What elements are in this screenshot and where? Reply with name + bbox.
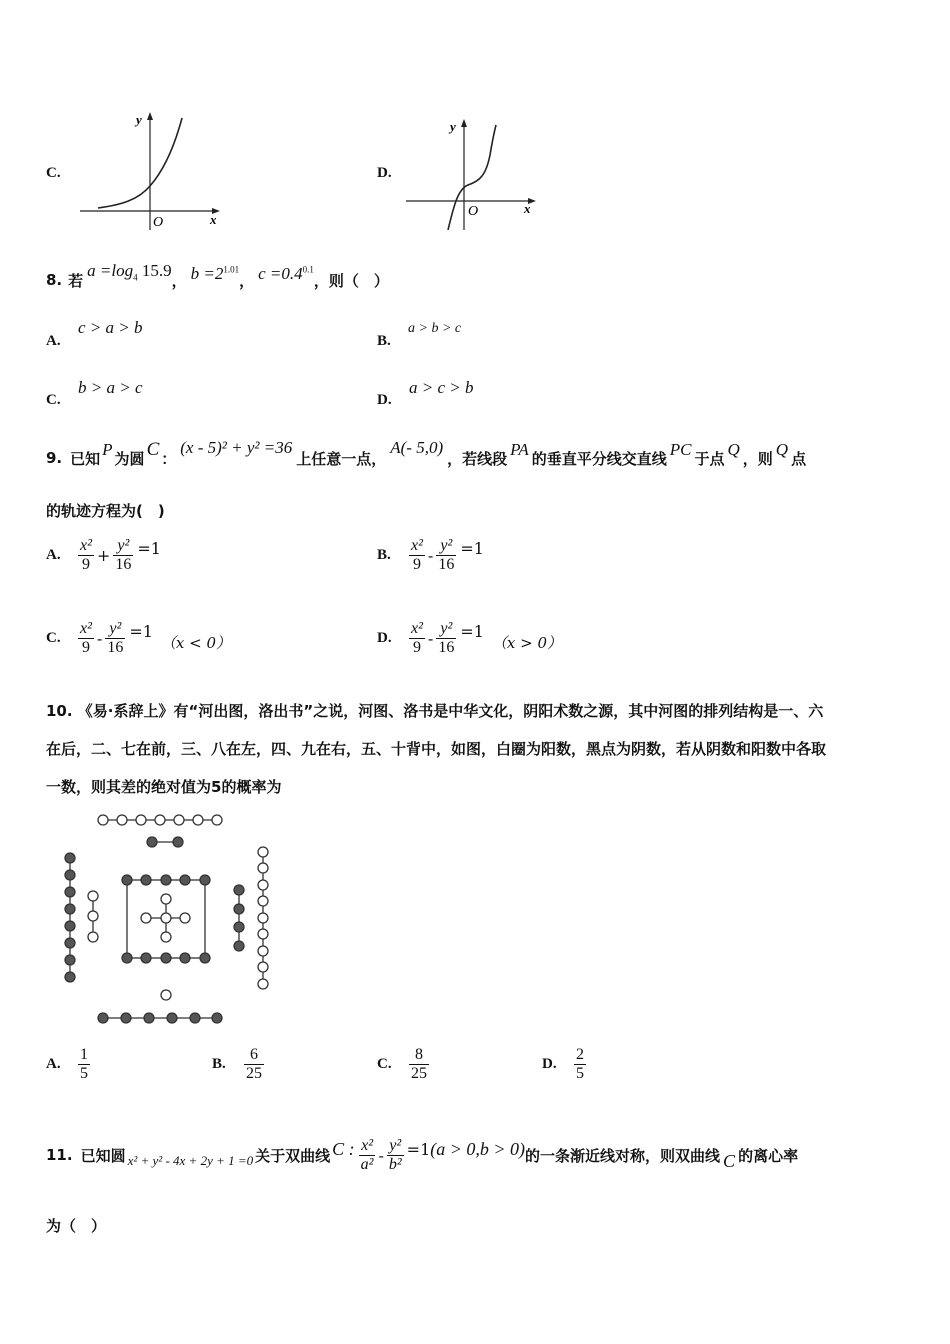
rhs: =1 — [460, 622, 484, 641]
denominator: 9 — [81, 639, 90, 656]
q9-stem-line2: 的轨迹方程为( ) — [46, 502, 165, 520]
rhs: =1 — [137, 539, 161, 558]
q7-option-d-label: D. — [377, 165, 392, 181]
q9-option-a — [46, 537, 161, 574]
q10-line-1: 10. 《易·系辞上》有“河出图，洛出书”之说，河图、洛书是中华文化，阴阳术数之源，其中河图的排列结构是一、六 — [46, 702, 824, 720]
numerator: 2 — [576, 1046, 584, 1063]
denominator: a² — [360, 1155, 374, 1173]
q10-stem — [46, 692, 926, 806]
q8-sep2: ， — [239, 271, 255, 290]
q8-stem — [46, 262, 389, 298]
fraction — [78, 620, 94, 657]
q8-tail: ，则（ ） — [313, 271, 389, 290]
denominator: 5 — [576, 1065, 584, 1082]
q10-option-b — [212, 1046, 264, 1083]
rhs: =1 — [406, 1139, 431, 1159]
q10-option-a-label: A. — [46, 1056, 61, 1072]
rhs: =1 — [129, 622, 153, 641]
q10-option-d — [542, 1046, 586, 1083]
q9-point-A: A(- 5,0) — [390, 438, 444, 457]
hetu-diagram — [55, 808, 280, 1033]
q9-circle-equation: (x - 5)² + y² =36 — [180, 438, 293, 457]
denominator: 25 — [411, 1065, 427, 1082]
fraction — [409, 620, 425, 657]
q10-line-2: 在后，二、七在前，三、八在左，四、九在右，五、十背中，如图，白圈为阳数，黑点为阴数，若从阴数和阳数中各取 — [46, 740, 827, 758]
fraction — [78, 537, 94, 574]
q8-c-text: c =0.4 — [258, 264, 303, 283]
q8-option-d-label: D. — [377, 392, 392, 408]
q8-number: 8. — [46, 271, 63, 289]
q10-option-c — [377, 1046, 429, 1083]
q7-option-c-label: C. — [46, 165, 61, 181]
fraction — [244, 1046, 264, 1083]
q9-Q: Q — [727, 440, 740, 459]
numerator: x² — [411, 537, 423, 554]
fraction — [409, 537, 425, 574]
operator: - — [427, 546, 434, 565]
denominator: 5 — [80, 1065, 88, 1082]
q10-option-a — [46, 1046, 90, 1083]
q9-option-c-label: C. — [46, 630, 61, 646]
q8-b-text: b =2 — [190, 264, 224, 283]
q11-C2: C — [723, 1150, 736, 1171]
q8-sep1: ， — [171, 271, 187, 290]
q9-text-9: 点 — [791, 449, 807, 468]
q11-stem-line2: 为（ ） — [46, 1217, 107, 1235]
numerator: y² — [105, 620, 125, 639]
q9-C: C — [146, 439, 160, 460]
fraction — [574, 1046, 586, 1083]
q9-option-d — [377, 620, 562, 657]
curve — [98, 118, 182, 208]
q8-a-text: a =log — [87, 261, 134, 281]
q10-option-d-label: D. — [542, 1056, 557, 1072]
q11-text-2: 关于双曲线 — [255, 1146, 331, 1165]
y-arrow — [147, 112, 153, 120]
q8-b-exp: 1.01 — [223, 264, 240, 275]
denominator: 9 — [412, 556, 421, 573]
rhs: =1 — [460, 539, 484, 558]
numerator: x² — [80, 620, 92, 637]
q8-lead: 若 — [68, 271, 84, 290]
q11-number: 11. — [46, 1146, 73, 1164]
q9-stem-line1 — [46, 438, 806, 478]
q8-option-c-label: C. — [46, 392, 61, 408]
q11-circle-equation: x² + y² - 4x + 2y + 1 =0 — [127, 1153, 254, 1168]
q8-option-c-text: b > a > c — [78, 378, 143, 397]
q9-option-d-label: D. — [377, 630, 392, 646]
q11-stem-line1 — [46, 1130, 798, 1180]
q11-text-3: 的一条渐近线对称，则双曲线 — [525, 1146, 721, 1165]
numerator: 6 — [244, 1046, 264, 1065]
denominator: 16 — [438, 556, 455, 573]
q9-number: 9. — [46, 449, 63, 467]
fraction — [409, 1046, 429, 1083]
operator: - — [427, 629, 434, 648]
q8-option-d-text: a > c > b — [409, 378, 474, 397]
q9-PC: PC — [669, 440, 692, 459]
q9-P: P — [102, 440, 113, 459]
denominator: 9 — [412, 639, 421, 656]
q9-text-8: ，则 — [742, 449, 773, 468]
fraction — [78, 1046, 90, 1083]
numerator: y² — [387, 1137, 404, 1156]
origin-label: O — [468, 204, 479, 219]
denominator: 9 — [81, 556, 90, 573]
denominator: 16 — [438, 639, 455, 656]
q8-a-val: 15.9 — [137, 261, 172, 281]
numerator: y² — [113, 537, 133, 556]
operator: - — [96, 629, 103, 648]
q11-text-4: 的离心率 — [738, 1146, 799, 1165]
fraction — [436, 620, 456, 657]
q9-option-b-label: B. — [377, 547, 391, 563]
q9-text-5: ，若线段 — [447, 449, 508, 468]
y-label: y — [450, 119, 456, 134]
denominator: 16 — [115, 556, 132, 573]
origin-label: O — [153, 215, 164, 230]
condition: （x < 0） — [160, 634, 232, 652]
q9-text-6: 的垂直平分线交直线 — [531, 449, 667, 468]
q11-C: C : — [332, 1138, 355, 1159]
q8-option-a-label: A. — [46, 333, 61, 349]
q8-option-b-text: a > b > c — [408, 321, 462, 336]
operator: + — [96, 546, 111, 565]
denominator: b² — [388, 1155, 402, 1173]
x-label: x — [524, 201, 531, 216]
q9-text-1: 已知 — [70, 449, 101, 468]
y-arrow — [461, 119, 467, 127]
operator: - — [378, 1145, 384, 1165]
q9-option-c — [46, 620, 231, 657]
numerator: y² — [436, 537, 456, 556]
denominator: 25 — [246, 1065, 262, 1082]
denominator: 16 — [107, 639, 124, 656]
q8-a-expr — [87, 261, 171, 282]
x-label: x — [210, 212, 217, 227]
numerator: x² — [359, 1137, 376, 1156]
q9-text-2: 为圆 — [114, 449, 145, 468]
condition: (a > 0,b > 0) — [430, 1138, 526, 1159]
fraction — [105, 620, 125, 657]
q9-text-7: 于点 — [694, 449, 725, 468]
q8-a-base: 4 — [133, 272, 138, 283]
q8-b-expr — [191, 264, 239, 284]
fraction — [113, 537, 133, 574]
q9-option-b — [377, 537, 484, 574]
fraction — [436, 537, 456, 574]
q10-line-3: 一数，则其差的绝对值为5的概率为 — [46, 778, 282, 796]
fraction — [359, 1137, 376, 1174]
q7-graph-d — [404, 115, 539, 235]
q9-text-3: ： — [161, 449, 177, 468]
fraction — [387, 1137, 404, 1174]
condition: （x > 0） — [491, 634, 563, 652]
q9-PA: PA — [510, 440, 529, 459]
q10-option-c-label: C. — [377, 1056, 392, 1072]
numerator: 1 — [80, 1046, 88, 1063]
numerator: 8 — [409, 1046, 429, 1065]
q8-c-exp: 0.1 — [302, 264, 314, 275]
q8-c-expr — [258, 264, 314, 284]
q9-text-4: 上任意一点， — [296, 449, 387, 468]
q7-graph-c — [76, 108, 226, 233]
numerator: x² — [411, 620, 423, 637]
numerator: y² — [436, 620, 456, 639]
q8-option-b-label: B. — [377, 333, 391, 349]
q9-Q2: Q — [775, 440, 789, 459]
q11-text-1: 已知圆 — [80, 1146, 126, 1165]
numerator: x² — [80, 537, 92, 554]
q8-option-a-text: c > a > b — [78, 318, 143, 337]
y-label: y — [136, 112, 142, 127]
q9-option-a-label: A. — [46, 547, 61, 563]
q10-option-b-label: B. — [212, 1056, 226, 1072]
